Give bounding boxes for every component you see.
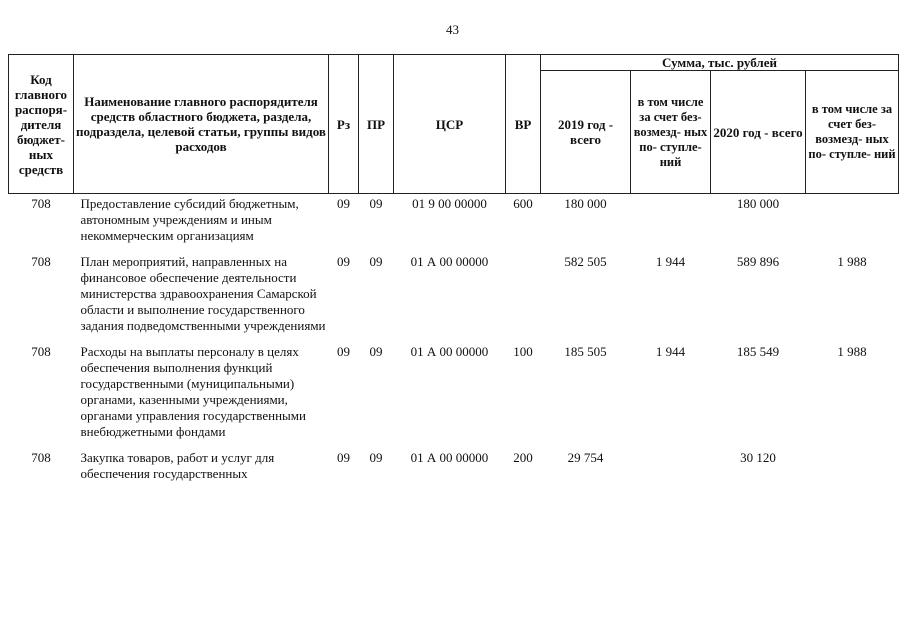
cell-csr: 01 А 00 00000 (410, 254, 489, 269)
cell-vr: 100 (513, 344, 533, 359)
cell-2019-total: 29 754 (567, 450, 604, 465)
cell-csr: 01 А 00 00000 (410, 450, 489, 465)
cell-name: Предоставление субсидий бюджетным, автономным учреждениям и иным некоммерческим организациям (80, 196, 299, 243)
header-sum: Сумма, тыс. рублей (541, 55, 899, 71)
table-row (9, 194, 899, 251)
cell-pr: 09 (369, 344, 383, 359)
table-row (9, 250, 899, 340)
cell-2019-free (631, 446, 711, 488)
cell-2020-total: 30 120 (740, 450, 776, 465)
cell-2019-free: 1 944 (655, 344, 686, 359)
cell-2019-total: 582 505 (564, 254, 607, 269)
header-name: Наименование главного распорядителя средств областного бюджета, раздела, подраздела, целевой статьи, группы видов расходов (74, 55, 329, 194)
header-csr: ЦСР (394, 55, 506, 194)
cell-csr: 01 А 00 00000 (410, 344, 489, 359)
cell-pr: 09 (369, 254, 383, 269)
table-row (9, 340, 899, 446)
cell-name: План мероприятий, направленных на финансовое обеспечение деятельности министерства здравоохранения Самарской области и выполнение государственного задания подведомственными учреждениями (80, 254, 326, 333)
cell-2020-total: 589 896 (736, 254, 780, 269)
cell-code: 708 (31, 450, 51, 465)
header-pr: ПР (359, 55, 394, 194)
cell-pr: 09 (369, 450, 383, 465)
page-number: 43 (446, 22, 459, 37)
cell-code: 708 (31, 196, 51, 211)
header-rz: Рз (329, 55, 359, 194)
header-2020-total: 2020 год - всего (711, 71, 806, 194)
cell-vr: 600 (513, 196, 533, 211)
cell-2019-free (631, 194, 711, 251)
cell-2020-free: 1 988 (837, 344, 867, 359)
cell-pr: 09 (369, 196, 383, 211)
cell-vr: 200 (513, 450, 533, 465)
cell-name: Расходы на выплаты персоналу в целях обеспечения выполнения функций государственными (муниципальными) органами, казенными учреждениями, органами управления государственными внебюджетными фондами (80, 344, 306, 439)
cell-2019-total: 185 505 (564, 344, 607, 359)
table-row (9, 446, 899, 488)
header-2020-free: в том числе за счет без- возмезд- ных по- ступле- ний (806, 71, 899, 194)
cell-2019-free: 1 944 (655, 254, 686, 269)
cell-rz: 09 (337, 450, 350, 465)
cell-2020-free: 1 988 (837, 254, 867, 269)
budget-table (8, 54, 899, 488)
header-vr: ВР (506, 55, 541, 194)
header-2019-free: в том числе за счет без- возмезд- ных по- ступле- ний (631, 71, 711, 194)
cell-csr: 01 9 00 00000 (412, 196, 487, 211)
cell-vr (506, 250, 541, 340)
header-2019-total: 2019 год - всего (541, 71, 631, 194)
cell-2019-total: 180 000 (564, 196, 607, 211)
cell-name: Закупка товаров, работ и услуг для обеспечения государственных (80, 450, 275, 481)
cell-rz: 09 (337, 196, 350, 211)
cell-rz: 09 (337, 344, 350, 359)
cell-code: 708 (31, 254, 51, 269)
cell-2020-free (806, 194, 899, 251)
header-code: Код главного распоря- дителя бюджет- ных средств (9, 55, 74, 194)
cell-2020-total: 185 549 (736, 344, 780, 359)
cell-2020-free (806, 446, 899, 488)
cell-rz: 09 (337, 254, 350, 269)
cell-2020-total: 180 000 (736, 196, 780, 211)
cell-code: 708 (31, 344, 51, 359)
